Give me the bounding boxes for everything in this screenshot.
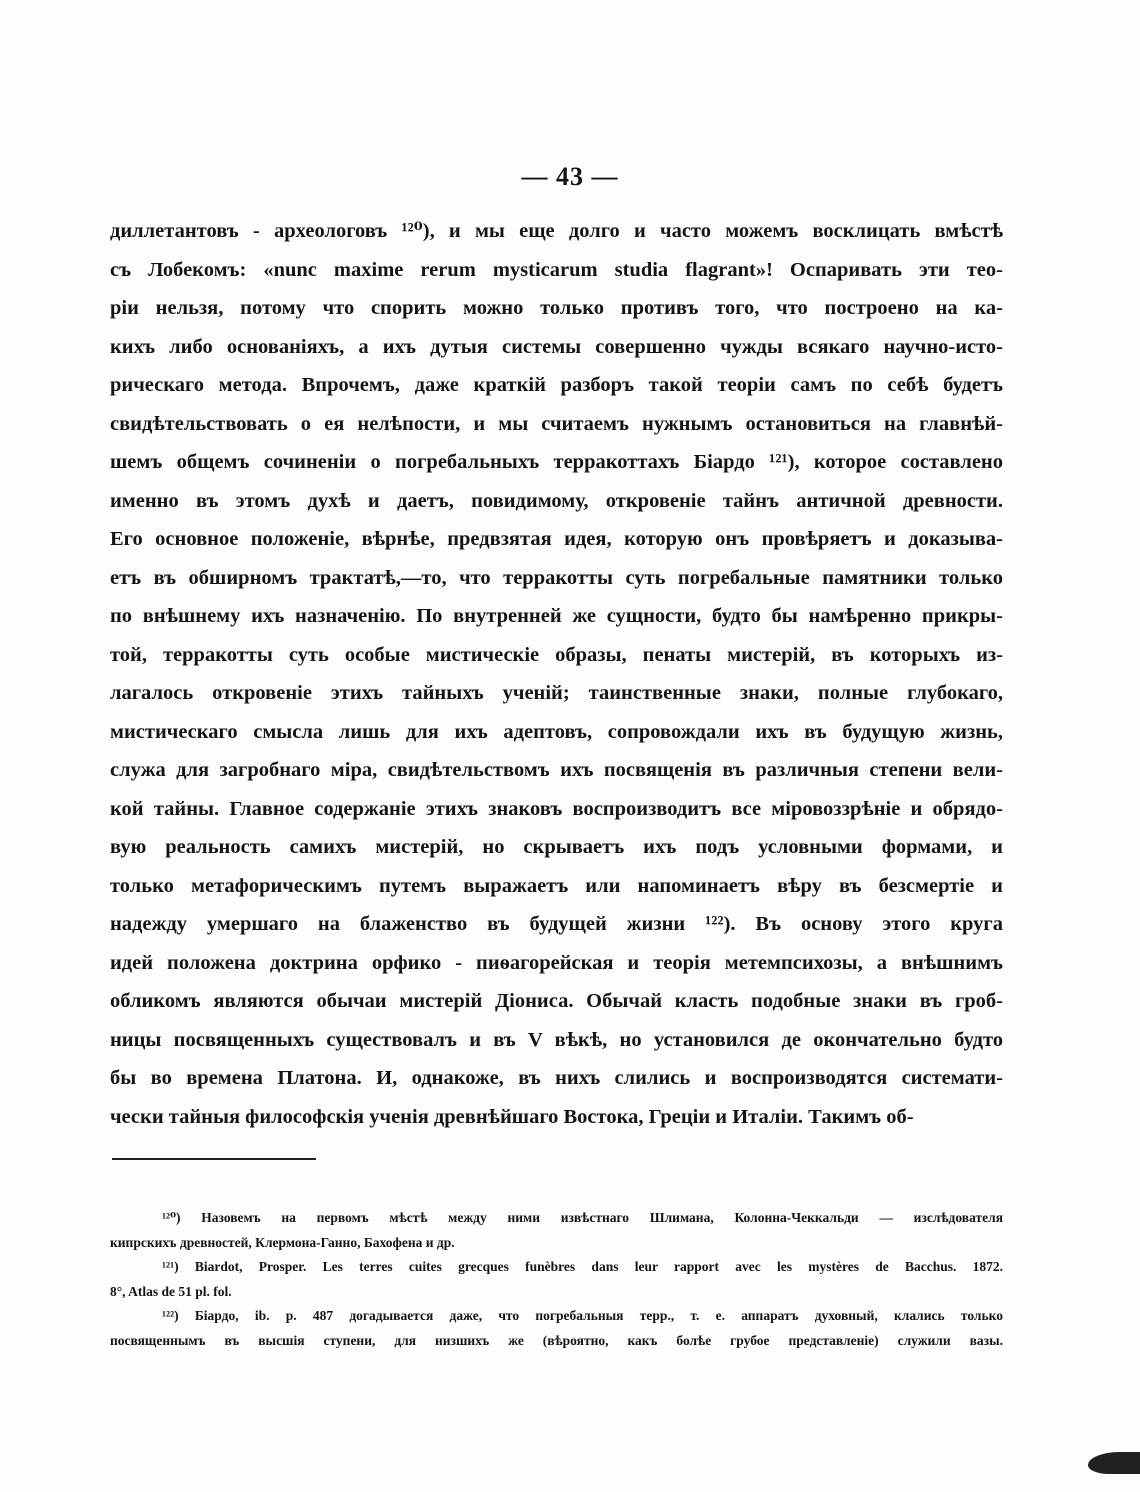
body-line: диллетантовъ - археологовъ ¹²⁰), и мы еще долго и часто можемъ восклицать вмѣстѣ [110, 220, 1003, 242]
body-line: чески тайныя философскія ученія древнѣйшаго Востока, Греціи и Италіи. Такимъ об- [110, 1105, 914, 1128]
body-line: именно въ этомъ духѣ и даетъ, повидимому, откровеніе тайнъ античной древности. [110, 489, 1003, 512]
footnote-line: кипрскихъ древностей, Клермона-Ганно, Бахофена и др. [110, 1234, 455, 1250]
body-line: лагалось откровеніе этихъ тайныхъ ученій; таинственные знаки, полные глубокаго, [110, 682, 1003, 704]
body-line: свидѣтельствовать о ея нелѣпости, и мы считаемъ нужнымъ остановиться на главнѣй- [110, 412, 1003, 435]
body-line: рическаго метода. Впрочемъ, даже краткій разборъ такой теоріи самъ по себѣ будетъ [110, 374, 1003, 396]
body-line: надежду умершаго на блаженство въ будущей жизни ¹²²). Въ основу этого круга [110, 913, 1003, 935]
body-line: кихъ либо основаніяхъ, а ихъ дутыя системы совершенно чужды всякаго научно-исто- [110, 335, 1003, 358]
body-line: той, терракотты суть особые мистическіе образы, пенаты мистерій, въ которыхъ из- [110, 643, 1003, 666]
body-line: обликомъ являются обычаи мистерій Діониса. Обычай класть подобные знаки въ гроб- [110, 990, 1003, 1012]
body-line: по внѣшнему ихъ назначенію. По внутренней же сущности, будто бы намѣренно прикры- [110, 605, 1003, 627]
body-line: только метафорическимъ путемъ выражаетъ или напоминаетъ вѣру въ безсмертіе и [110, 874, 1003, 897]
body-line: вую реальность самихъ мистерій, но скрываетъ ихъ подъ условными формами, и [110, 836, 1003, 858]
page-number: — 43 — [521, 162, 619, 191]
body-line: служа для загробнаго міра, свидѣтельствомъ ихъ посвященія въ различныя степени вели- [110, 759, 1003, 781]
footnote-line: 8°, Atlas de 51 pl. fol. [110, 1283, 232, 1299]
footnote-line: ¹²⁰) Назовемъ на первомъ мѣстѣ между ними извѣстнаго Шлимана, Колонна-Чеккальди — изслѣдователя [162, 1210, 1003, 1225]
body-line: ріи нельзя, потому что спорить можно только противъ того, что построено на ка- [110, 297, 1003, 319]
footnote-line: ¹²¹) Biardot, Prosper. Les terres cuites grecques funèbres dans leur rapport avec les mystères de Bacchus. 1872. [162, 1259, 1003, 1274]
body-line: идей положена доктрина орфико - пиѳагорейская и теорія метемпсихозы, а внѣшнимъ [110, 951, 1003, 974]
footnotes [110, 1206, 1003, 1353]
body-line: мистическаго смысла лишь для ихъ адептовъ, сопровождали ихъ въ будущую жизнь, [110, 720, 1003, 743]
body-text [110, 212, 1003, 1136]
body-line: кой тайны. Главное содержаніе этихъ знаковъ воспроизводитъ все міровоззрѣніе и обрядо- [110, 797, 1003, 820]
body-line: шемъ общемъ сочиненіи о погребальныхъ терракоттахъ Біардо ¹²¹), которое составлено [110, 451, 1003, 473]
body-line: бы во времена Платона. И, однакоже, въ нихъ слились и воспроизводятся системати- [110, 1067, 1003, 1089]
body-line: етъ въ обширномъ трактатѣ,—то, что терракотты суть погребальные памятники только [110, 566, 1003, 589]
footnote-line: ¹²²) Біардо, ib. p. 487 догадывается даже, что погребальныя терр., т. е. аппаратъ духовный, клались только [162, 1308, 1003, 1323]
body-line: Его основное положеніе, вѣрнѣе, предвзятая идея, которую онъ провѣряетъ и доказыва- [110, 528, 1003, 550]
footnote-line: посвященнымъ въ высшія ступени, для низшихъ же (вѣроятно, какъ болѣе грубое представленіе) служили вазы. [110, 1332, 1003, 1348]
body-line: ницы посвященныхъ существовалъ и въ V вѣкѣ, но установился де окончательно будто [110, 1028, 1003, 1051]
body-line: съ Лобекомъ: «nunc maxime rerum mysticarum studia flagrant»! Оспаривать эти тео- [110, 258, 1003, 281]
footnote-divider [112, 1158, 316, 1160]
scan-edge-mark [1088, 1452, 1140, 1474]
